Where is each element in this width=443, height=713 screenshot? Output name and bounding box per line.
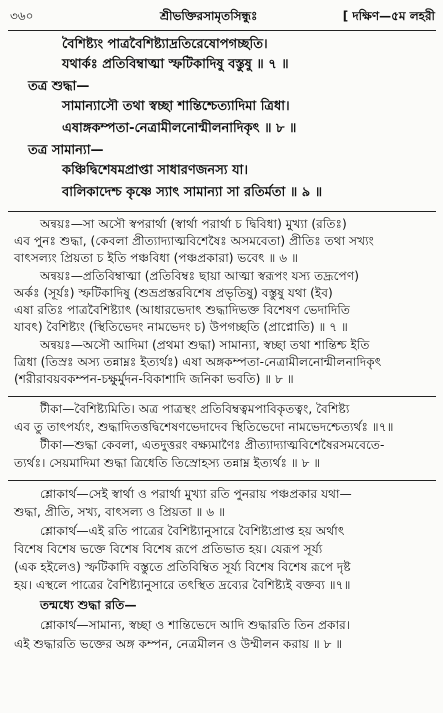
book-title: শ্রীভক্তিরসামৃতসিন্ধুঃ (160, 9, 258, 23)
slokartha-line: শ্লোকার্থ—সেই স্বার্থা ও পরার্থা মুখ্যা রতি পুনরায় পঞ্চপ্রকার যথা— (40, 487, 352, 501)
slokartha-subheading: তন্মধ্যে শুদ্ধা রতি— (40, 598, 137, 612)
verse-line: বালিকাদেশ্চ কৃষ্ণে স্যাৎ সামান্যা সা রতির্মতা ॥ ৯ ॥ (62, 185, 323, 200)
anvaya-line: এষা রতিঃ পাত্রবৈশিষ্ট্যাৎ (আধারভেদাৎ শুদ্ধাদিভক্ত বিশেষণ ভেদাদিতি (14, 303, 351, 317)
tika-line: ত্যর্থঃ। সেয়মাদিমা শুদ্ধা ত্রিধেতি তিস্রোহস্য তন্নাম্ন ইত্যর্থঃ ॥ ৮ ॥ (14, 456, 321, 470)
verse-line: বৈশিষ্ট্যং পাত্রবৈশিষ্ট্যাদ্রতিরেষোপগচ্ছতি। (62, 37, 268, 52)
slokartha-line: বিশেষ বিশেষ ভক্তে বিশেষ বিশেষ রূপে প্রতিভাত হয়। যেরূপ সূর্য্য (14, 542, 323, 556)
anvaya-line: অর্কঃ (সূর্যঃ) স্ফটিকাদিষু (শুভ্রপ্রস্তরবিশেষ প্রভৃতিষু) বস্তুষু যথা (ইব) (14, 286, 333, 300)
section-rule (8, 480, 436, 481)
page-number: ৩৬০ (10, 9, 34, 23)
section-rule (8, 211, 436, 212)
anvaya-line: অন্বয়ঃ—অসৌ আদিমা (প্রথমা শুদ্ধা) সামান্যা, স্বচ্ছা তথা শান্তিশ্চ ইতি (40, 338, 370, 352)
header-rule (8, 30, 436, 31)
tika-line: টীকা—বৈশিষ্ট্যমিতি। অত্র পাত্রস্থং প্রতিবিম্বত্বমপাবিকৃতত্বং, বৈশিষ্ট্য (40, 402, 350, 416)
verse-line: এষাঙ্গকম্পতা-নেত্রামীলনোন্মীলনাদিকৃৎ ॥ ৮ ॥ (62, 121, 297, 136)
anvaya-line: যাবৎ) বৈশিষ্ট্যং (স্থিতিভেদং নামভেদং চ) উপগচ্ছতি (প্রাপ্নোতি) ॥ ৭ ॥ (14, 320, 348, 334)
verse-subheading: তত্র শুদ্ধা— (28, 79, 90, 94)
slokartha-line: শ্লোকার্থ—এই রতি পাত্রের বৈশিষ্ট্যানুসারে বৈশিষ্ট্যপ্রাপ্ত হয় অর্থাৎ (40, 524, 345, 538)
verse-line: সামান্যাসৌ তথা স্বচ্ছা শান্তিশ্চেত্যাদিমা ত্রিধা। (62, 99, 290, 114)
slokartha-line: শ্লোকার্থ—সামান্য, স্বচ্ছা ও শান্তিভেদে আদি শুদ্ধারতি তিন প্রকার। (40, 618, 351, 632)
slokartha-line: হয়। এস্থলে পাত্রের বৈশিষ্ট্যানুসারে তৎস্থিত দ্রব্যের বৈশিষ্ট্যই বক্তব্য ॥৭॥ (14, 578, 351, 592)
tika-line: টীকা—শুদ্ধা কেবলা, এতদুত্তরং বক্ষ্যমাণৈঃ প্রীত্যাদ্যাত্মবিশেষৈরসমবেতে- (40, 438, 385, 452)
slokartha-line: শুদ্ধা, প্রীতি, সখ্য, বাৎসল্য ও প্রিয়তা ॥ ৬ ॥ (14, 505, 226, 519)
slokartha-line: এই শুদ্ধারতি ভক্তের অঙ্গ কম্পন, নেত্রমীলন ও উম্মীলন করায় ॥ ৮ ॥ (14, 637, 343, 651)
verse-subheading: তত্র সামান্যা— (28, 143, 104, 158)
section-rule (8, 396, 436, 397)
anvaya-line: অন্বয়ঃ—সা অসৌ স্বপরার্থা (স্বার্থা পরার্থা চ দ্বিবিধা) মুখ্যা (রতিঃ) (40, 217, 347, 231)
tika-line: এব তু তাৎপর্য্যং, শুদ্ধাদিতত্তদ্বিশেষণভেদাদেব স্থিতিভেদো নামভেদশ্চেত্যর্থঃ ॥৭॥ (14, 420, 394, 434)
section-label: [ দক্ষিণ—৫ম লহরী (342, 9, 435, 23)
page-header (10, 8, 435, 26)
slokartha-line: (এক হইলেও) স্ফটিকাদি বস্তুতে প্রতিবিম্বিত সূর্য্য বিশেষ বিশেষ রূপে দৃষ্ট (14, 560, 351, 574)
verse-line: কঞ্চিদ্বিশেষমপ্রাপ্তা সাধারণজনস্য যা। (62, 163, 248, 178)
anvaya-line: এব পুনঃ শুদ্ধা, (কেবলা প্রীত্যাদ্যাত্মবিশেষৈঃ অসমবেতা) প্রীতিঃ তথা সখ্যং (14, 234, 374, 248)
anvaya-line: ত্রিধা (তিস্রঃ অস্য তন্নাম্নঃ ইত্যর্থঃ) এষা অঙ্গকম্পতা-নেত্রামীলনোন্মীলনাদিকৃৎ (14, 355, 382, 369)
anvaya-line: বাৎসল্যং প্রিয়তা চ ইতি পঞ্চবিধা (পঞ্চপ্রকারা) ভবেৎ ॥ ৬ ॥ (14, 251, 298, 265)
verse-line: যথার্কঃ প্রতিবিম্বাত্মা স্ফটিকাদিষু বস্তুষু ॥ ৭ ॥ (62, 57, 289, 72)
anvaya-line: অন্বয়ঃ—প্রতিবিম্বাত্মা (প্রতিবিম্বঃ ছায়া আত্মা স্বরূপং যস্য তদ্রূপেণ) (40, 269, 359, 283)
anvaya-line: (শরীরাবয়বকম্পন-চক্ষুর্মুদন-বিকাশাদি জনিকা ভবতি) ॥ ৮ ॥ (14, 372, 294, 386)
